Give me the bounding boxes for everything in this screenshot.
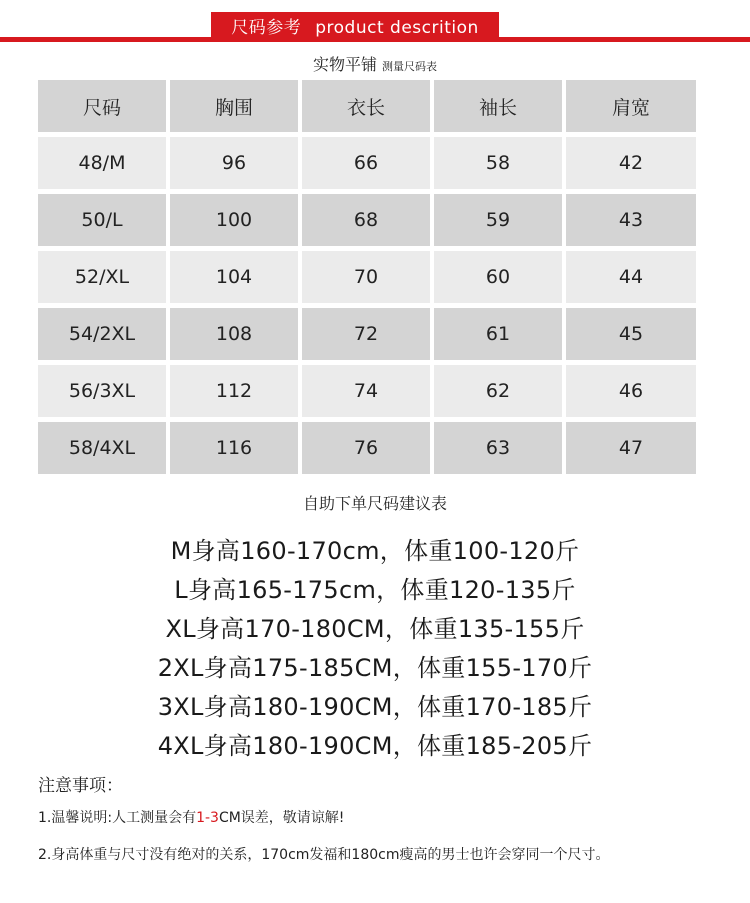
size-table-title-main: 实物平铺	[312, 55, 377, 74]
table-cell: 72	[302, 308, 430, 360]
table-cell: 47	[566, 422, 696, 474]
table-cell: 63	[434, 422, 562, 474]
advice-title: 自助下单尺码建议表	[302, 494, 447, 513]
table-header-cell: 袖长	[434, 80, 562, 132]
table-cell: 45	[566, 308, 696, 360]
table-cell: 60	[434, 251, 562, 303]
table-cell: 58/4XL	[38, 422, 166, 474]
table-cell: 112	[170, 365, 298, 417]
table-cell: 44	[566, 251, 696, 303]
table-cell: 68	[302, 194, 430, 246]
note-measurement-error	[38, 808, 344, 828]
table-header-cell: 胸围	[170, 80, 298, 132]
header-title-en: product descrition	[315, 18, 479, 38]
size-table-title	[0, 55, 750, 77]
table-cell: 58	[434, 137, 562, 189]
table-header-cell: 肩宽	[566, 80, 696, 132]
advice-line: XL身高170-180CM，体重135-155斤	[165, 615, 585, 643]
notes-title: 注意事项：	[38, 776, 123, 796]
advice-line: 2XL身高175-185CM，体重155-170斤	[157, 654, 593, 682]
header-tab	[211, 12, 499, 42]
table-cell: 70	[302, 251, 430, 303]
table-cell: 100	[170, 194, 298, 246]
table-cell: 61	[434, 308, 562, 360]
header-title-cn: 尺码参考	[231, 18, 302, 38]
note-height-weight: 2.身高体重与尺寸没有绝对的关系，170cm发福和180cm瘦高的男士也许会穿同一个尺寸。	[38, 847, 610, 863]
table-cell: 54/2XL	[38, 308, 166, 360]
table-cell: 108	[170, 308, 298, 360]
table-cell: 96	[170, 137, 298, 189]
size-table-title-sub: 测量尺码表	[382, 60, 438, 73]
table-cell: 59	[434, 194, 562, 246]
advice-line: 4XL身高180-190CM，体重185-205斤	[157, 732, 593, 760]
table-header-cell: 衣长	[302, 80, 430, 132]
table-cell: 62	[434, 365, 562, 417]
table-cell: 48/M	[38, 137, 166, 189]
table-cell: 42	[566, 137, 696, 189]
table-cell: 104	[170, 251, 298, 303]
table-cell: 76	[302, 422, 430, 474]
table-cell: 56/3XL	[38, 365, 166, 417]
table-cell: 50/L	[38, 194, 166, 246]
note1-text-after: CM误差，敬请谅解!	[218, 810, 345, 826]
table-cell: 116	[170, 422, 298, 474]
table-cell: 74	[302, 365, 430, 417]
advice-list	[0, 534, 750, 768]
size-table	[38, 80, 696, 474]
note1-error-range: 1-3	[196, 810, 219, 826]
advice-line: M身高160-170cm，体重100-120斤	[170, 537, 580, 565]
table-cell: 46	[566, 365, 696, 417]
table-header-cell: 尺码	[38, 80, 166, 132]
note1-text-before: 1.温馨说明:人工测量会有	[38, 810, 197, 826]
advice-line: L身高165-175cm，体重120-135斤	[174, 576, 576, 604]
table-cell: 52/XL	[38, 251, 166, 303]
table-cell: 66	[302, 137, 430, 189]
table-cell: 43	[566, 194, 696, 246]
advice-line: 3XL身高180-190CM，体重170-185斤	[157, 693, 593, 721]
